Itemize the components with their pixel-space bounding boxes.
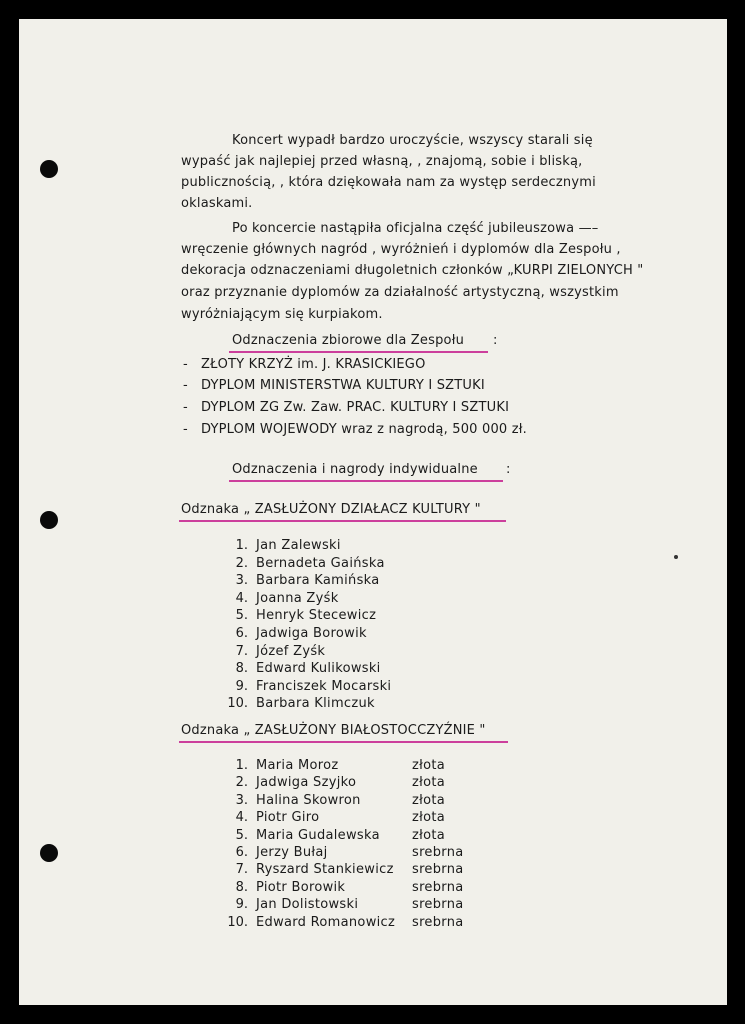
list-item-number: 2. <box>235 555 248 571</box>
punch-hole-bottom <box>40 844 58 862</box>
group-awards-underline <box>229 351 488 353</box>
list-item-grade: srebrna <box>412 897 464 913</box>
list-item-number: 5. <box>235 827 248 843</box>
list-item-number: 4. <box>235 810 248 826</box>
list-item-grade: złota <box>412 775 446 791</box>
bullet-dash: - <box>183 422 188 437</box>
badge-1-heading: Odznaka „ ZASŁUŻONY DZIAŁACZ KULTURY " <box>181 502 481 517</box>
list-item-name: Jan Zalewski <box>256 538 341 553</box>
list-item-grade: srebrna <box>412 845 464 860</box>
list-item-name: Piotr Giro <box>256 810 320 826</box>
bullet-dash: - <box>183 400 188 415</box>
list-item-number: 8. <box>235 879 248 895</box>
list-item-name: Halina Skowron <box>256 792 361 808</box>
list-item-name: Henryk Stecewicz <box>256 608 377 624</box>
list-item-grade: złota <box>412 792 446 808</box>
group-award-item: DYPLOM ZG Zw. Zaw. PRAC. KULTURY I SZTUKI <box>201 400 510 415</box>
list-item-number: 10. <box>227 696 248 712</box>
paragraph-2-line-1: Po koncercie nastąpiła oficjalna część jubileuszowa —– <box>232 221 599 236</box>
list-item-grade: srebrna <box>412 879 464 895</box>
list-item-number: 6. <box>235 845 248 860</box>
paragraph-2-line-3: dekoracja odznaczeniami długoletnich członków „KURPI ZIELONYCH " <box>181 263 644 278</box>
list-item-number: 5. <box>235 608 248 624</box>
list-item-number: 7. <box>235 862 248 878</box>
paragraph-1-line-3: publicznością, , która dziękowała nam za występ serdecznymi <box>181 175 596 190</box>
list-item-grade: złota <box>412 758 446 773</box>
list-item-name: Jerzy Bułaj <box>256 845 328 860</box>
paragraph-2-line-2: wręczenie głównych nagród , wyróżnień i dyplomów dla Zespołu , <box>181 242 621 257</box>
group-awards-heading: Odznaczenia zbiorowe dla Zespołu <box>232 333 465 348</box>
list-item-grade: srebrna <box>412 862 464 878</box>
badge-1-underline <box>179 520 506 522</box>
group-award-item: DYPLOM WOJEWODY wraz z nagrodą, 500 000 zł. <box>201 422 527 437</box>
list-item-name: Jadwiga Szyjko <box>256 775 357 791</box>
group-awards-heading-colon: : <box>493 333 498 348</box>
list-item-name: Ryszard Stankiewicz <box>256 862 394 878</box>
paragraph-1-line-1: Koncert wypadł bardzo uroczyście, wszyscy starali się <box>232 133 593 148</box>
list-item-name: Joanna Zyśk <box>256 590 339 606</box>
list-item-number: 6. <box>235 626 248 641</box>
paragraph-1-line-2: wypaść jak najlepiej przed własną, , znajomą, sobie i bliską, <box>181 154 583 169</box>
list-item-name: Franciszek Mocarski <box>256 678 392 694</box>
document-page <box>19 19 727 1005</box>
bullet-dash: - <box>183 357 188 372</box>
list-item-grade: złota <box>412 810 446 826</box>
paragraph-1-line-4: oklaskami. <box>181 196 253 211</box>
punch-hole-top <box>40 160 58 178</box>
list-item-number: 1. <box>235 758 248 773</box>
individual-awards-heading: Odznaczenia i nagrody indywidualne <box>232 462 478 477</box>
group-award-item: ZŁOTY KRZYŻ im. J. KRASICKIEGO <box>201 357 426 372</box>
group-award-item: DYPLOM MINISTERSTWA KULTURY I SZTUKI <box>201 378 485 393</box>
list-item-name: Barbara Kamińska <box>256 573 380 589</box>
list-item-name: Jan Dolistowski <box>256 897 359 913</box>
list-item-number: 3. <box>235 573 248 589</box>
individual-awards-heading-colon: : <box>506 462 511 477</box>
individual-awards-underline <box>229 480 503 482</box>
list-item-name: Maria Gudalewska <box>256 827 380 843</box>
paragraph-2-line-5: wyróżniającym się kurpiakom. <box>181 307 383 322</box>
ink-speck <box>674 555 678 559</box>
list-item-number: 9. <box>235 897 248 913</box>
list-item-number: 9. <box>235 678 248 694</box>
list-item-number: 1. <box>235 538 248 553</box>
list-item-grade: złota <box>412 827 446 843</box>
list-item-number: 3. <box>235 792 248 808</box>
list-item-name: Piotr Borowik <box>256 879 346 895</box>
list-item-number: 4. <box>235 590 248 606</box>
list-item-name: Maria Moroz <box>256 758 339 773</box>
bullet-dash: - <box>183 378 188 393</box>
list-item-name: Edward Romanowicz <box>256 914 396 930</box>
list-item-grade: srebrna <box>412 914 464 930</box>
list-item-number: 8. <box>235 661 248 677</box>
badge-2-underline <box>179 741 508 743</box>
badge-2-heading: Odznaka „ ZASŁUŻONY BIAŁOSTOCCZYŹNIE " <box>181 723 486 738</box>
paragraph-2-line-4: oraz przyznanie dyplomów za działalność artystyczną, wszystkim <box>181 285 619 300</box>
list-item-name: Bernadeta Gaińska <box>256 555 385 571</box>
list-item-number: 7. <box>235 643 248 659</box>
list-item-number: 10. <box>227 914 248 930</box>
list-item-name: Jadwiga Borowik <box>256 626 367 641</box>
list-item-name: Józef Zyśk <box>256 643 326 659</box>
list-item-number: 2. <box>235 775 248 791</box>
punch-hole-middle <box>40 511 58 529</box>
list-item-name: Edward Kulikowski <box>256 661 381 677</box>
list-item-name: Barbara Klimczuk <box>256 696 375 712</box>
